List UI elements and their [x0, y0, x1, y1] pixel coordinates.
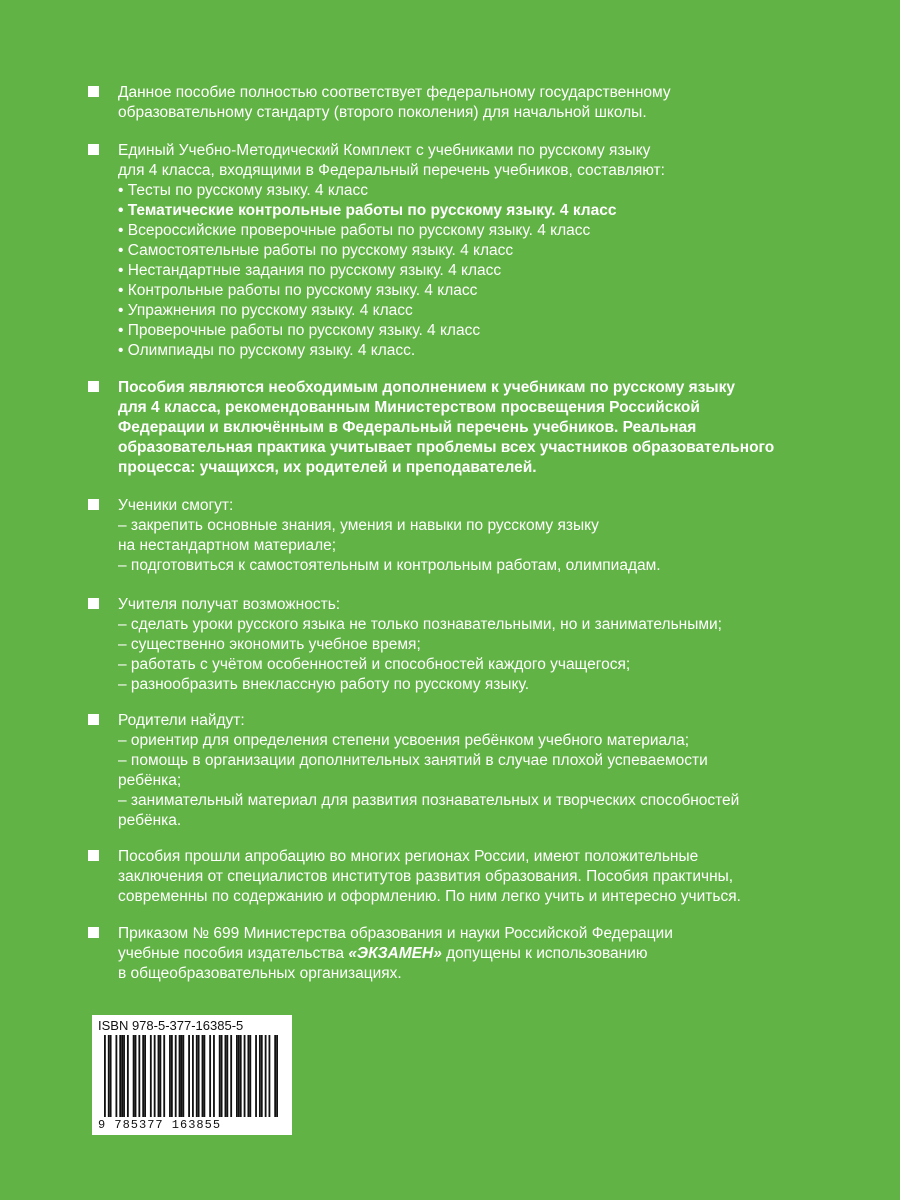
- square-bullet-icon: [88, 144, 99, 155]
- umk-list-item: • Самостоятельные работы по русскому языку. 4 класс: [118, 242, 514, 259]
- text-line: [118, 944, 848, 964]
- umk-list-item: • Всероссийские проверочные работы по русскому языку. 4 класс: [118, 222, 591, 239]
- section-order: [88, 924, 848, 984]
- text-line: – сделать уроки русского языка не только познавательными, но и занимательными;: [118, 616, 722, 633]
- text-line: – разнообразить внеклассную работу по русскому языку.: [118, 676, 529, 693]
- text-line: – существенно экономить учебное время;: [118, 636, 421, 653]
- section-approbation: [88, 847, 848, 907]
- section-parents: [88, 711, 848, 831]
- section-umk: [88, 141, 848, 361]
- text-line: для 4 класса, входящими в Федеральный перечень учебников, составляют:: [118, 162, 665, 179]
- square-bullet-icon: [88, 598, 99, 609]
- text-line: – подготовиться к самостоятельным и контрольным работам, олимпиадам.: [118, 557, 661, 574]
- text-line: Данное пособие полностью соответствует федеральному государственному: [118, 84, 671, 101]
- square-bullet-icon: [88, 499, 99, 510]
- umk-list-item: • Олимпиады по русскому языку. 4 класс.: [118, 342, 416, 359]
- square-bullet-icon: [88, 927, 99, 938]
- umk-list-item-current: • Тематические контрольные работы по русскому языку. 4 класс: [118, 202, 617, 219]
- text-line: Федерации и включённым в Федеральный перечень учебников. Реальная: [118, 419, 697, 436]
- text-line: заключения от специалистов институтов развития образования. Пособия практичны,: [118, 868, 734, 885]
- section-heading: Учителя получат возможность:: [118, 596, 341, 613]
- ean-digits: 9 785377 163855: [98, 1118, 222, 1132]
- text-line: Единый Учебно-Методический Комплект с учебниками по русскому языку: [118, 142, 651, 159]
- section-heading: Ученики смогут:: [118, 497, 234, 514]
- text-line: Приказом № 699 Министерства образования и науки Российской Федерации: [118, 925, 673, 942]
- text-line: образовательному стандарту (второго поколения) для начальной школы.: [118, 104, 647, 121]
- text-line: в общеобразовательных организациях.: [118, 965, 402, 982]
- barcode-bars-icon: [104, 1035, 280, 1117]
- text-line: – работать с учётом особенностей и способностей каждого учащегося;: [118, 656, 631, 673]
- text-line: – занимательный материал для развития познавательных и творческих способностей: [118, 792, 740, 809]
- text-line: ребёнка;: [118, 772, 182, 789]
- square-bullet-icon: [88, 850, 99, 861]
- text-line: Пособия являются необходимым дополнением к учебникам по русскому языку: [118, 379, 736, 396]
- square-bullet-icon: [88, 381, 99, 392]
- text-line: – ориентир для определения степени усвоения ребёнком учебного материала;: [118, 732, 690, 749]
- section-heading: Родители найдут:: [118, 712, 245, 729]
- text-line: на нестандартном материале;: [118, 537, 337, 554]
- text-line: для 4 класса, рекомендованным Министерством просвещения Российской: [118, 399, 700, 416]
- text-line: ребёнка.: [118, 812, 182, 829]
- umk-list-item: • Проверочные работы по русскому языку. 4 класс: [118, 322, 481, 339]
- isbn-number: ISBN 978-5-377-16385-5: [98, 1018, 244, 1033]
- text-line: современны по содержанию и оформлению. По ним легко учить и интересно учиться.: [118, 888, 741, 905]
- text-fragment: учебные пособия издательства: [118, 945, 349, 962]
- section-supplement: [88, 378, 848, 478]
- umk-list-item: • Нестандартные задания по русскому языку. 4 класс: [118, 262, 502, 279]
- text-fragment: допущены к использованию: [441, 945, 648, 962]
- publisher-brand: «ЭКЗАМЕН»: [348, 945, 442, 962]
- square-bullet-icon: [88, 86, 99, 97]
- umk-list-item: • Тесты по русскому языку. 4 класс: [118, 182, 369, 199]
- section-standard: [88, 83, 848, 123]
- section-students: [88, 496, 848, 576]
- text-line: – помощь в организации дополнительных занятий в случае плохой успеваемости: [118, 752, 708, 769]
- umk-list-item: • Контрольные работы по русскому языку. 4 класс: [118, 282, 478, 299]
- text-line: образовательная практика учитывает проблемы всех участников образовательного: [118, 439, 775, 456]
- text-line: процесса: учащихся, их родителей и преподавателей.: [118, 459, 537, 476]
- section-teachers: [88, 595, 848, 695]
- isbn-barcode: [92, 1015, 292, 1135]
- text-line: Пособия прошли апробацию во многих регионах России, имеют положительные: [118, 848, 699, 865]
- text-line: – закрепить основные знания, умения и навыки по русскому языку: [118, 517, 599, 534]
- square-bullet-icon: [88, 714, 99, 725]
- umk-list-item: • Упражнения по русскому языку. 4 класс: [118, 302, 413, 319]
